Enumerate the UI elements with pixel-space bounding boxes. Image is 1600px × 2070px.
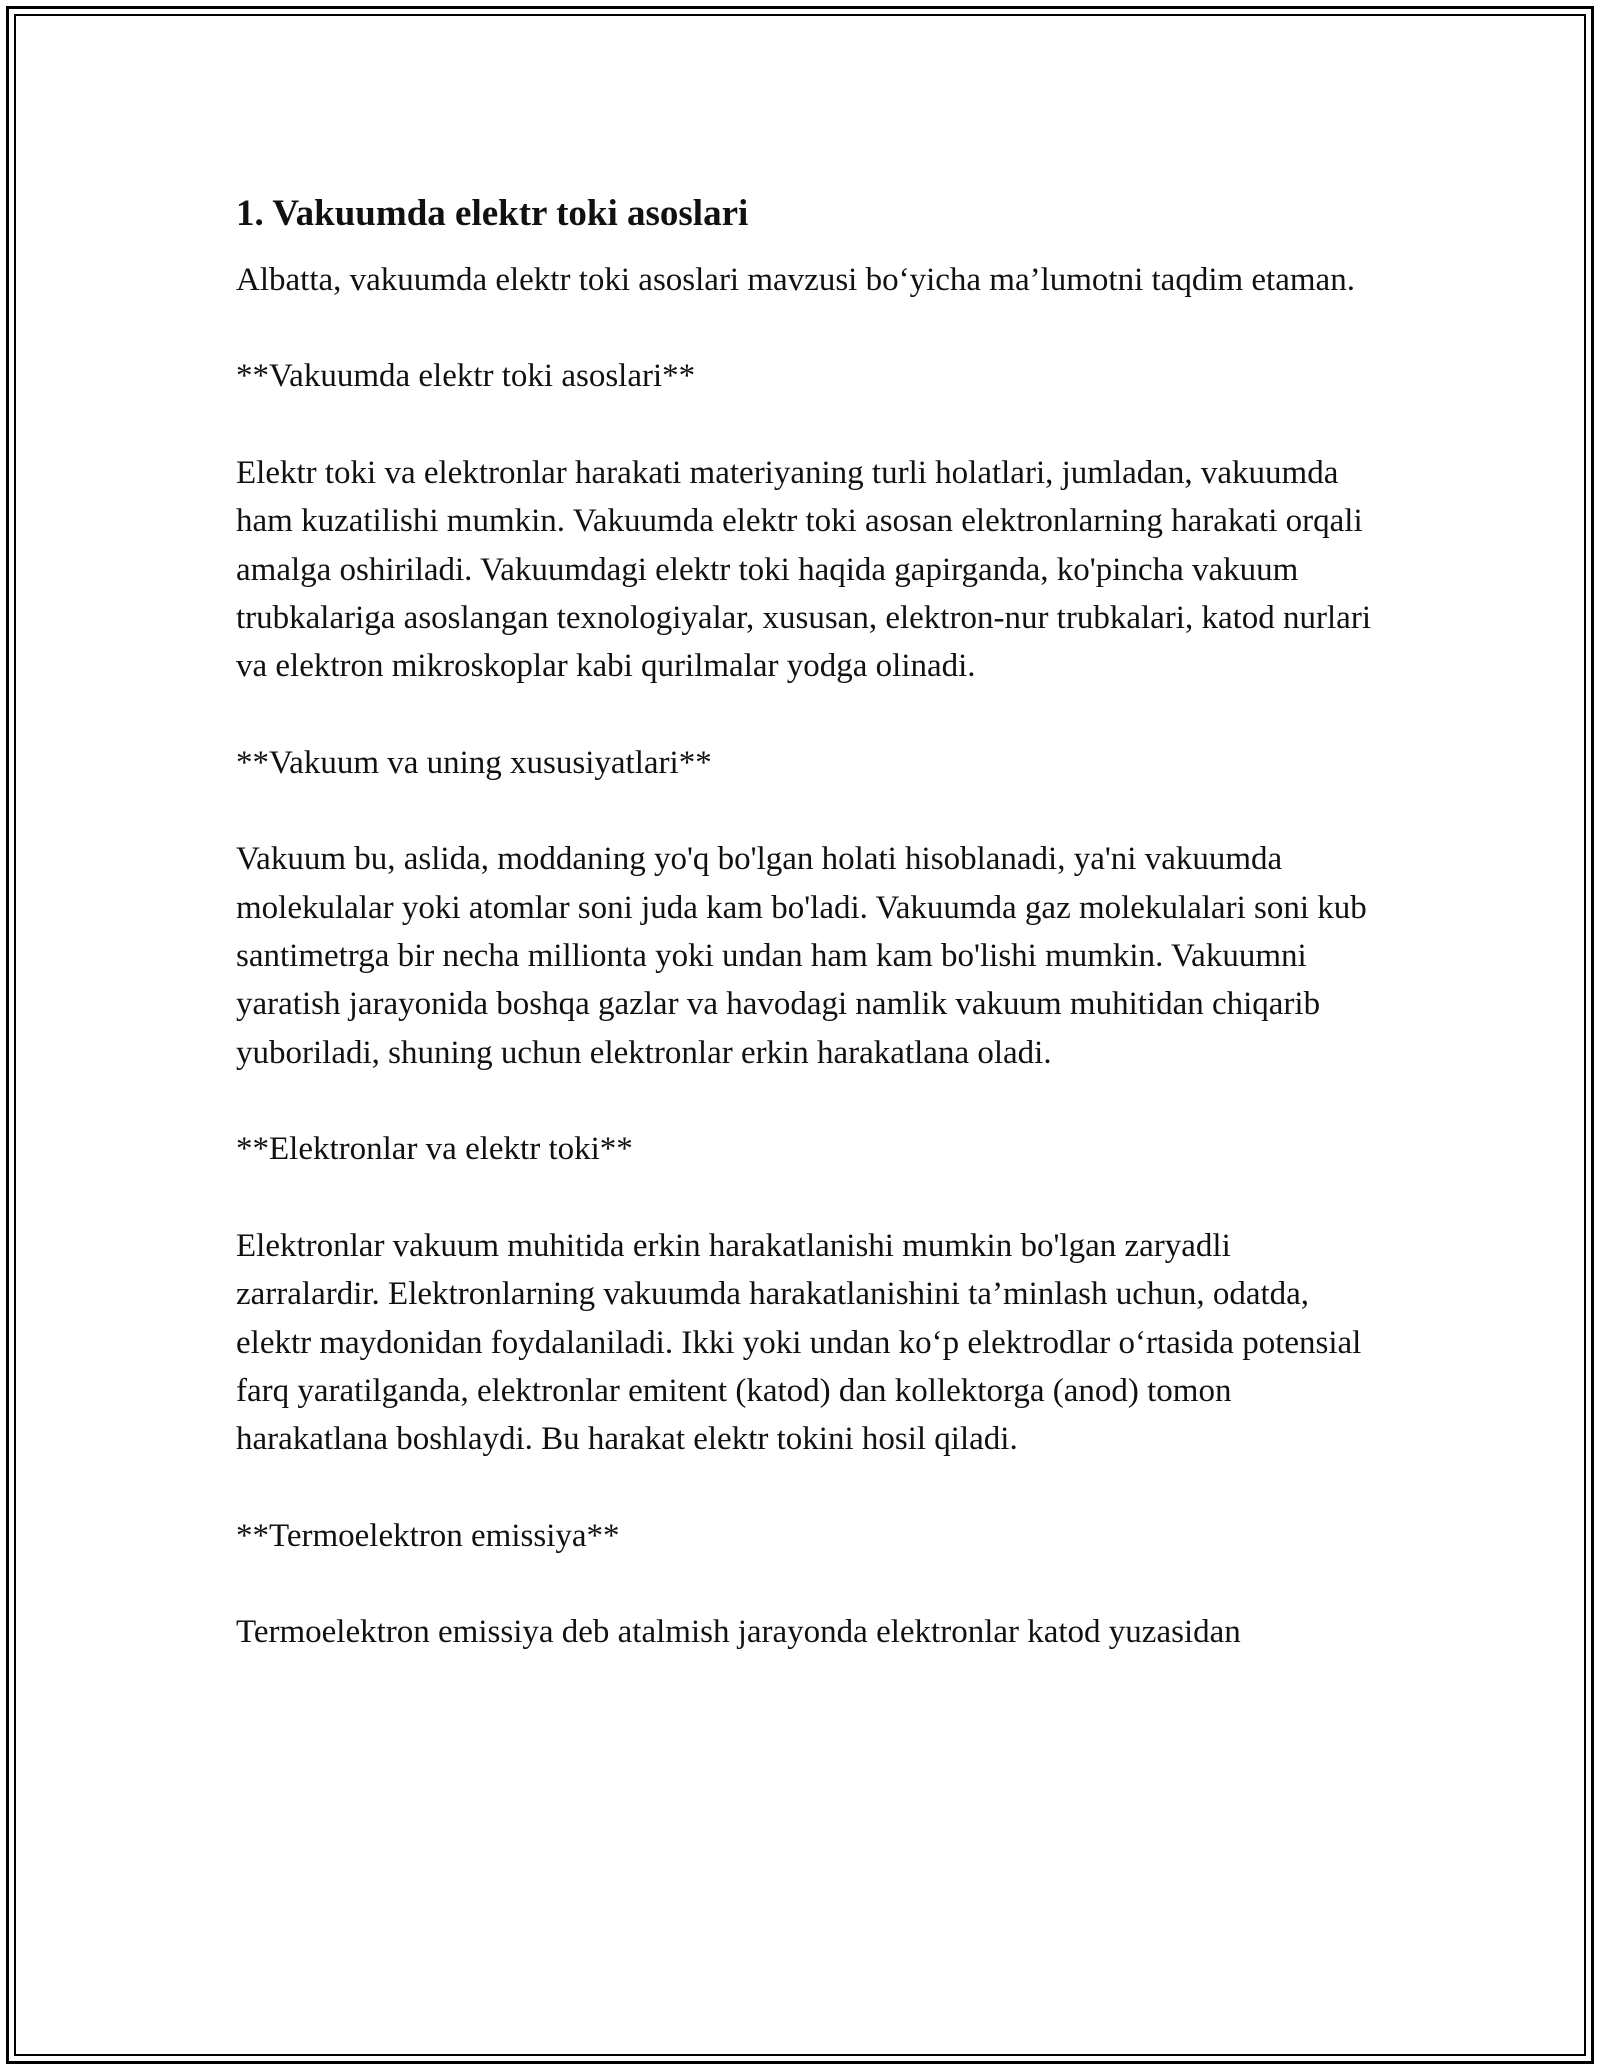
subheading-vacuum-properties: **Vakuum va uning xususiyatlari**	[236, 744, 712, 781]
subheading-electrons-current: **Elektronlar va elektr toki**	[236, 1131, 633, 1168]
subheading-thermionic-emission: **Termoelektron emissiya**	[236, 1517, 620, 1554]
paragraph-vacuum-properties: Vakuum bu, aslida, moddaning yo'q bo'lgan holati hisoblanadi, ya'ni vakuumda molekulalar yoki atomlar soni juda kam bo'ladi. Vakuumda gaz molekulalari soni kub santimetrga bir necha millionta yoki undan ham kam bo'lishi mumkin. Vakuumni yaratish jarayonida boshqa gazlar va havodagi namlik vakuum muhitidan chiqarib yuboriladi, shuning uchun elektronlar erkin harakatlana oladi.	[236, 841, 1367, 1071]
document-body	[236, 186, 1376, 1657]
paragraph-thermionic-emission: Termoelektron emissiya deb atalmish jarayonda elektronlar katod yuzasidan	[236, 1614, 1241, 1651]
intro-paragraph: Albatta, vakuumda elektr toki asoslari mavzusi bo‘yicha ma’lumotni taqdim etaman.	[236, 262, 1355, 298]
subheading-vacuum-current: **Vakuumda elektr toki asoslari**	[236, 358, 696, 395]
section-heading: 1. Vakuumda elektr toki asoslari	[236, 193, 749, 234]
paragraph-vacuum-current: Elektr toki va elektronlar harakati materiyaning turli holatlari, jumladan, vakuumda ham kuzatilishi mumkin. Vakuumda elektr toki asosan elektronlarning harakati orqali amalga oshiriladi. Vakuumdagi elektr toki haqida gapirganda, ko'pincha vakuum trubkalariga asoslangan texnologiyalar, xususan, elektron-nur trubkalari, katod nurlari va elektron mikroskoplar kabi qurilmalar yodga olinadi.	[236, 454, 1371, 685]
paragraph-electrons-current: Elektronlar vakuum muhitida erkin harakatlanishi mumkin bo'lgan zaryadli zarralardir. Elektronlarning vakuumda harakatlanishini ta’minlash uchun, odatda, elektr maydonidan foydalaniladi. Ikki yoki undan ko‘p elektrodlar o‘rtasida potensial farq yaratilganda, elektronlar emitent (katod) dan kollektorga (anod) tomon harakatlana boshlaydi. Bu harakat elektr tokini hosil qiladi.	[236, 1227, 1362, 1458]
